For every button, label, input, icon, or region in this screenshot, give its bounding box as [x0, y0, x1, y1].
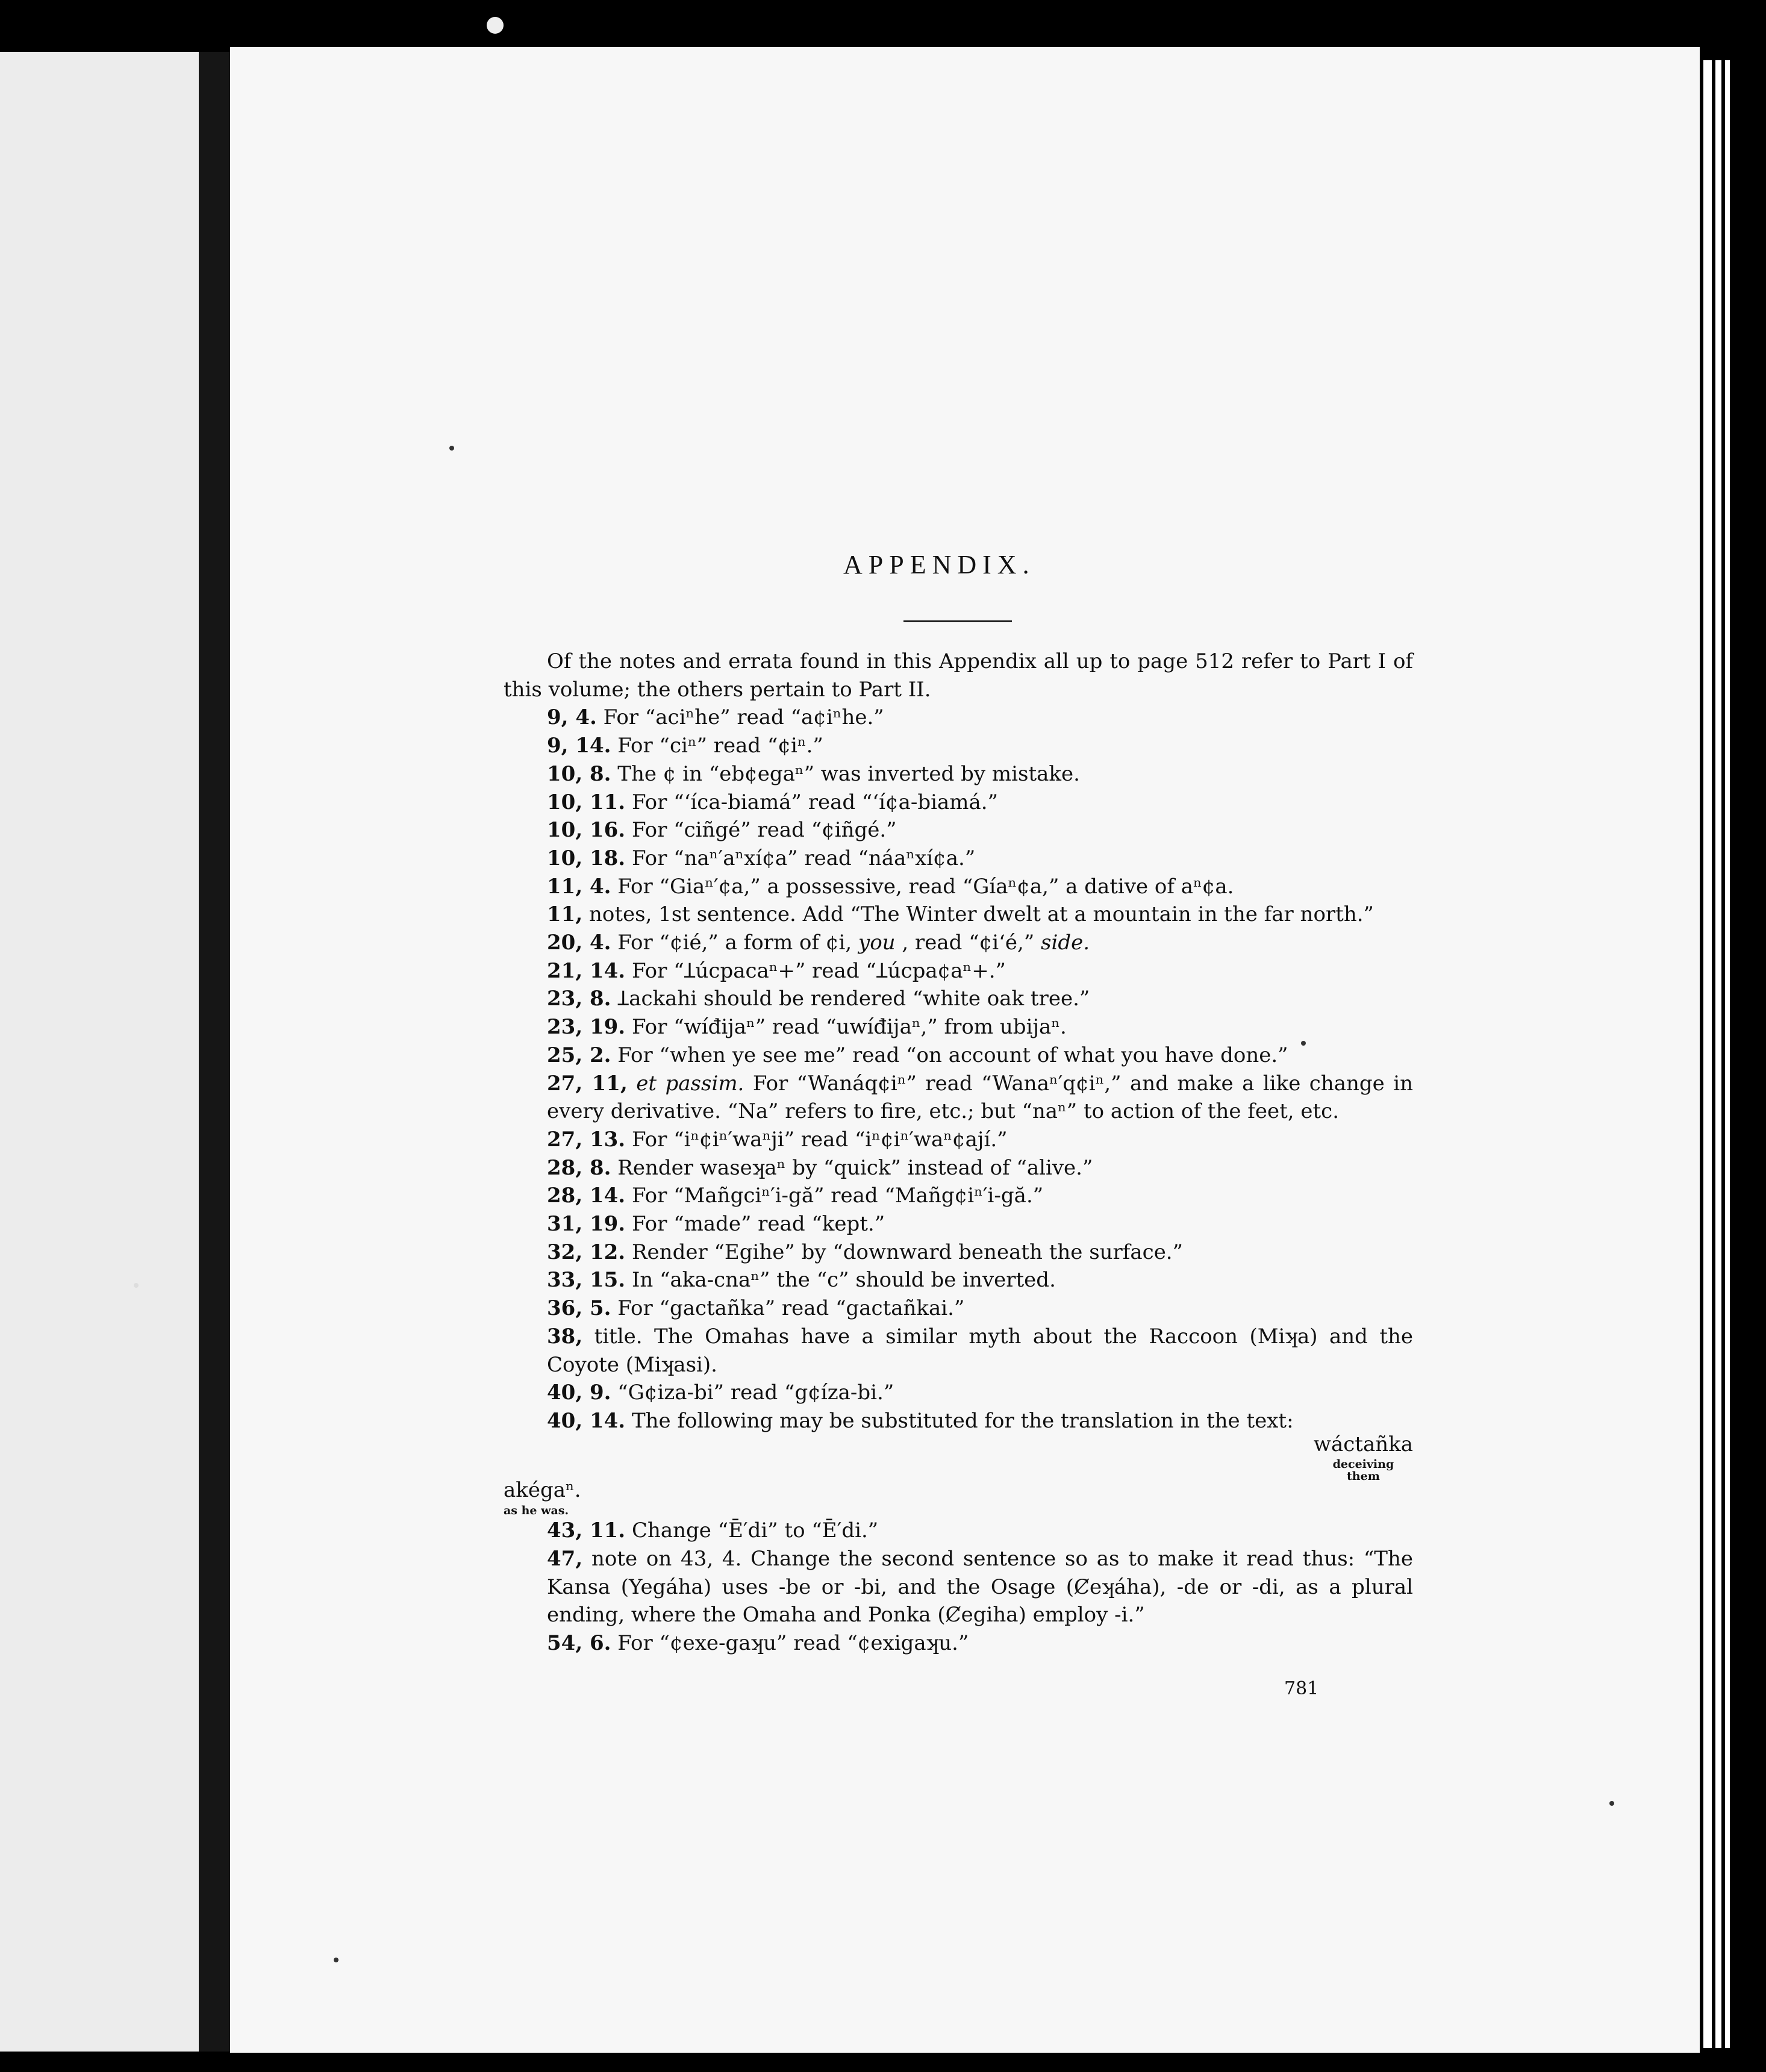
page-number: 781	[1284, 1678, 1319, 1699]
entry-text: “G¢iza-bi” read “g¢íza-bi.”	[617, 1381, 894, 1405]
errata-entry	[504, 760, 1413, 788]
entry-ref: 54, 6.	[547, 1630, 611, 1655]
entry-ref: 9, 4.	[547, 705, 597, 730]
errata-entry	[504, 788, 1413, 817]
entry-ref: 40, 14.	[547, 1408, 626, 1433]
entry-text: For “ciñgé” read “¢iñgé.”	[631, 818, 897, 843]
errata-entry	[504, 1126, 1413, 1154]
errata-entry	[504, 1154, 1413, 1182]
native-word: akégaⁿ.	[504, 1478, 581, 1503]
errata-entry	[504, 704, 1413, 732]
intro-paragraph: Of the notes and errata found in this Appendix all up to page 512 refer to Part I of this volume; the others pertain to Part II.	[504, 649, 1413, 702]
entry-text: For “naⁿ′aⁿxí¢a” read “náaⁿxí¢a.”	[631, 846, 976, 870]
entry-ref: 36, 5.	[547, 1296, 611, 1321]
appendix-body	[504, 648, 1413, 1658]
entry-ref: 11, 4.	[547, 874, 611, 899]
entry-text: title. The Omahas have a similar myth about the Raccoon (Miʞa) and the Coyote (Miʞasi).	[547, 1324, 1414, 1377]
entry-text: In “aka-cnaⁿ” the “c” should be inverted.	[631, 1268, 1056, 1293]
entry-ref: 40, 9.	[547, 1381, 611, 1405]
interlinear-word	[1314, 1431, 1413, 1483]
entry-ref: 25, 2.	[547, 1043, 611, 1067]
errata-entry	[504, 1294, 1413, 1323]
entry-text: For “Mañgciⁿ′i-gă” read “Mañg¢iⁿ′i-gă.”	[631, 1184, 1044, 1208]
entry-text: The following may be substituted for the translation in the text:	[631, 1408, 1294, 1433]
title-rule	[903, 620, 1012, 622]
errata-entry	[504, 1182, 1413, 1210]
page-edge	[1715, 60, 1721, 2048]
entry-ref: 23, 19.	[547, 1015, 626, 1040]
interlinear-line	[504, 1431, 1413, 1483]
entry-text: et passim.	[636, 1071, 744, 1096]
entry-ref: 9, 14.	[547, 734, 611, 758]
scan-speck	[134, 1283, 139, 1288]
entry-text: For “iⁿ¢iⁿ′waⁿji” read “iⁿ¢iⁿ′waⁿ¢ají.”	[631, 1127, 1008, 1152]
entry-text: For “wíđijaⁿ” read “uwíđijaⁿ,” from ubijaⁿ.	[631, 1015, 1067, 1040]
entry-ref: 28, 14.	[547, 1184, 626, 1208]
errata-entry	[504, 1629, 1413, 1658]
entry-ref: 31, 19.	[547, 1212, 626, 1237]
errata-entry	[504, 1545, 1413, 1629]
errata-entry	[504, 929, 1413, 957]
entry-ref: 21, 14.	[547, 958, 626, 983]
entry-text: For “gactañka” read “gactañkai.”	[617, 1296, 965, 1321]
entry-text: For “aciⁿhe” read “a¢iⁿhe.”	[603, 705, 884, 730]
errata-entry	[504, 1379, 1413, 1407]
entry-ref: 47,	[547, 1546, 583, 1571]
entry-ref: 27, 13.	[547, 1127, 626, 1152]
entry-ref: 23, 8.	[547, 987, 611, 1011]
left-page-edge	[0, 52, 199, 2052]
entry-text: note on 43, 4. Change the second sentence so as to make it read thus: “The Kansa (Yegáha) uses -be or -bi, and the Osage (Ȼeʞáha), -de or -di, as a plural ending, where the Omaha and Ponka (Ȼegiha) employ -i.”	[547, 1546, 1413, 1627]
errata-entry	[504, 844, 1413, 873]
entry-text: For “¢exe-gaʞu” read “¢exigaʞu.”	[617, 1630, 969, 1655]
errata-entry	[504, 816, 1413, 844]
entry-text: For “‘íca-biamá” read “‘í¢a-biamá.”	[631, 790, 998, 814]
errata-entry	[504, 957, 1413, 985]
errata-list	[504, 704, 1413, 1407]
errata-entry	[504, 1266, 1413, 1294]
errata-entry	[504, 1517, 1413, 1545]
errata-entry	[504, 873, 1413, 901]
interlinear-word	[504, 1476, 581, 1517]
entry-text: For “when ye see me” read “on account of what you have done.”	[617, 1043, 1288, 1067]
scan-speck	[1609, 1801, 1614, 1806]
entry-text: The ¢ in “eb¢egaⁿ” was inverted by mistake.	[617, 761, 1080, 786]
entry-text: For “Ʇúcpacaⁿ+” read “Ʇúcpa¢aⁿ+.”	[631, 958, 1006, 983]
entry-ref: 28, 8.	[547, 1155, 611, 1180]
entry-text: For “Wanáq¢iⁿ” read “Wanaⁿ′q¢iⁿ,” and make a like change in every derivative. “Na” refers to fire, etc.; but “naⁿ” to action of the feet, etc.	[547, 1071, 1414, 1124]
page-edge	[1725, 60, 1730, 2048]
word-gloss: deceiving them	[1332, 1458, 1394, 1484]
interlinear-line	[504, 1476, 1413, 1517]
entry-ref: 10, 16.	[547, 818, 626, 843]
word-gloss: as he was.	[504, 1504, 569, 1518]
book-spine	[199, 52, 230, 2052]
scan-speck	[487, 17, 504, 34]
entry-text: side.	[1041, 931, 1090, 955]
errata-entry	[504, 1013, 1413, 1041]
entry-ref: 43, 11.	[547, 1518, 626, 1543]
errata-list	[504, 1517, 1413, 1658]
errata-entry	[504, 1407, 1413, 1435]
entry-text: notes, 1st sentence. Add “The Winter dwelt at a mountain in the far north.”	[588, 902, 1374, 927]
entry-ref: 10, 8.	[547, 761, 611, 786]
scan-speck	[334, 1958, 339, 1962]
entry-ref: 11,	[547, 902, 583, 927]
entry-ref: 10, 11.	[547, 790, 626, 814]
entry-ref: 33, 15.	[547, 1268, 626, 1293]
errata-entry	[504, 1070, 1413, 1126]
entry-text: Ʇackahi should be rendered “white oak tree.”	[617, 987, 1090, 1011]
page-title: APPENDIX.	[843, 550, 1035, 579]
entry-ref: 20, 4.	[547, 931, 611, 955]
errata-entry	[504, 1210, 1413, 1238]
native-word: wáctañka	[1313, 1432, 1413, 1456]
errata-entry	[504, 1238, 1413, 1267]
entry-text: , read “¢i‘é,”	[902, 931, 1041, 955]
entry-text: For “ciⁿ” read “¢iⁿ.”	[617, 734, 823, 758]
entry-text: For “¢ié,” a form of ¢i,	[617, 931, 858, 955]
errata-entry	[504, 900, 1413, 929]
entry-text: you	[858, 931, 896, 955]
scan-speck	[449, 446, 454, 451]
entry-text: Render “Egihe” by “downward beneath the surface.”	[631, 1240, 1183, 1264]
entry-text: For “made” read “kept.”	[631, 1212, 885, 1237]
entry-text: Render waseʞaⁿ by “quick” instead of “alive.”	[617, 1155, 1093, 1180]
entry-ref: 10, 18.	[547, 846, 626, 870]
entry-ref: 38,	[547, 1324, 583, 1349]
scan-speck	[1301, 1041, 1306, 1046]
errata-entry	[504, 1323, 1413, 1379]
entry-text: Change “Ē′di” to “Ē′di.”	[631, 1518, 879, 1543]
entry-text: For “Giaⁿ′¢a,” a possessive, read “Gíaⁿ¢a,” a dative of aⁿ¢a.	[617, 874, 1234, 899]
errata-entry	[504, 985, 1413, 1013]
page-edge	[1703, 60, 1712, 2048]
errata-entry	[504, 732, 1413, 760]
entry-ref: 32, 12.	[547, 1240, 626, 1264]
errata-entry	[504, 1041, 1413, 1070]
entry-ref: 27, 11,	[547, 1071, 628, 1096]
